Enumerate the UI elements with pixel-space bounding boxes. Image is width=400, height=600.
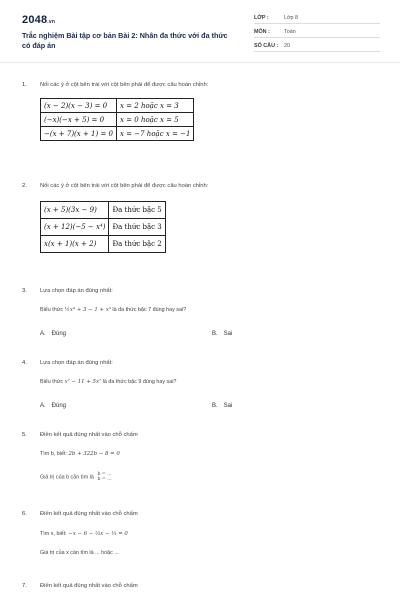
meta-subject [254,27,380,38]
option-a[interactable]: A. Đúng [40,331,67,337]
question-number: 2. [22,183,27,189]
question-text: Điền kết quả đúng nhất vào chỗ chấm [40,511,138,517]
option-a[interactable]: A. Đúng [40,403,67,409]
meta-count [254,41,380,52]
matching-table-1 [40,98,194,141]
question-prompt: Biểu thức x⁷ − 11 + 5x⁷ là đa thức bậc 9 đúng hay sai? [40,379,177,385]
math-expression: x⁷ − 11 + 5x⁷ [64,379,102,385]
left-cell[interactable]: −(x + 7)(x + 1) = 0 [41,127,117,141]
table-row [41,113,194,127]
question-text: Lựa chọn đáp án đúng nhất: [40,288,113,294]
math-expression: 2b + 322b − 8 = 0 [68,451,120,457]
table-row [41,99,194,113]
question-text: Điền kết quả đúng nhất vào chỗ chấm [40,432,138,438]
answer-line[interactable]: Giá trị của x cần tìm là ... hoặc ... [40,550,119,556]
question-number: 5. [22,432,27,438]
header-divider [0,62,400,63]
table-row [41,127,194,141]
answer-line: Giá trị của b cần tìm là b = ... b = ... [40,472,112,482]
table-row [41,202,166,219]
site-logo[interactable]: 2048.vn [22,14,56,26]
right-cell[interactable]: x = 2 hoặc x = 3 [117,99,194,113]
table-row [41,236,166,253]
question-number: 1. [22,82,27,88]
option-b[interactable]: B. Sai [212,331,233,337]
question-number: 6. [22,511,27,517]
matching-table-2 [40,201,166,253]
left-cell[interactable]: (x − 2)(x − 3) = 0 [41,99,117,113]
meta-class [254,13,380,24]
question-text: Điền kết quả đúng nhất vào chỗ chấm [40,583,138,589]
right-cell[interactable]: x = −7 hoặc x = −1 [117,127,194,141]
left-cell[interactable]: (x + 12)(−5 − x⁴) [41,219,109,236]
left-cell[interactable]: x(x + 1)(x + 2) [41,236,109,253]
meta-value: Toán [284,29,296,35]
question-text: Nối các ý ở cột bên trái với cột bên phải để được câu hoàn chỉnh: [40,183,209,189]
page-title: Trắc nghiệm Bài tập cơ bản Bài 2: Nhân đa thức với đa thức có đáp án [22,31,228,50]
table-row [41,219,166,236]
meta-label: SỐ CÂU : [254,43,279,49]
right-cell[interactable]: Đa thức bậc 5 [109,202,165,219]
question-number: 3. [22,288,27,294]
math-expression: ½x⁴ + 3 − 1 + x³ [64,307,111,313]
right-cell[interactable]: Đa thức bậc 3 [109,219,165,236]
question-number: 7. [22,583,27,589]
meta-label: MÔN : [254,29,270,35]
meta-label: LỚP : [254,15,269,21]
right-cell[interactable]: Đa thức bậc 2 [109,236,165,253]
answer-blanks[interactable]: b = ... b = ... [97,472,112,482]
option-b[interactable]: B. Sai [212,403,233,409]
question-prompt: Tìm x, biết: −x − 6 − ⅓x − ⅓ = 0 [40,531,128,537]
meta-value: Lớp 8 [284,15,299,21]
meta-value: 20 [284,43,290,49]
page-header [0,0,400,62]
left-cell[interactable]: (−x)(−x + 5) = 0 [41,113,117,127]
question-prompt: Tìm b, biết: 2b + 322b − 8 = 0 [40,451,120,457]
question-text: Lựa chọn đáp án đúng nhất: [40,360,113,366]
math-expression: −x − 6 − ⅓x − ⅓ = 0 [68,531,128,537]
question-prompt: Biểu thức ½x⁴ + 3 − 1 + x³ là đa thức bậc 7 đúng hay sai? [40,307,187,313]
question-number: 4. [22,360,27,366]
right-cell[interactable]: x = 0 hoặc x = 5 [117,113,194,127]
question-text: Nối các ý ở cột bên trái với cột bên phải để được câu hoàn chỉnh: [40,82,209,88]
left-cell[interactable]: (x + 5)(3x − 9) [41,202,109,219]
